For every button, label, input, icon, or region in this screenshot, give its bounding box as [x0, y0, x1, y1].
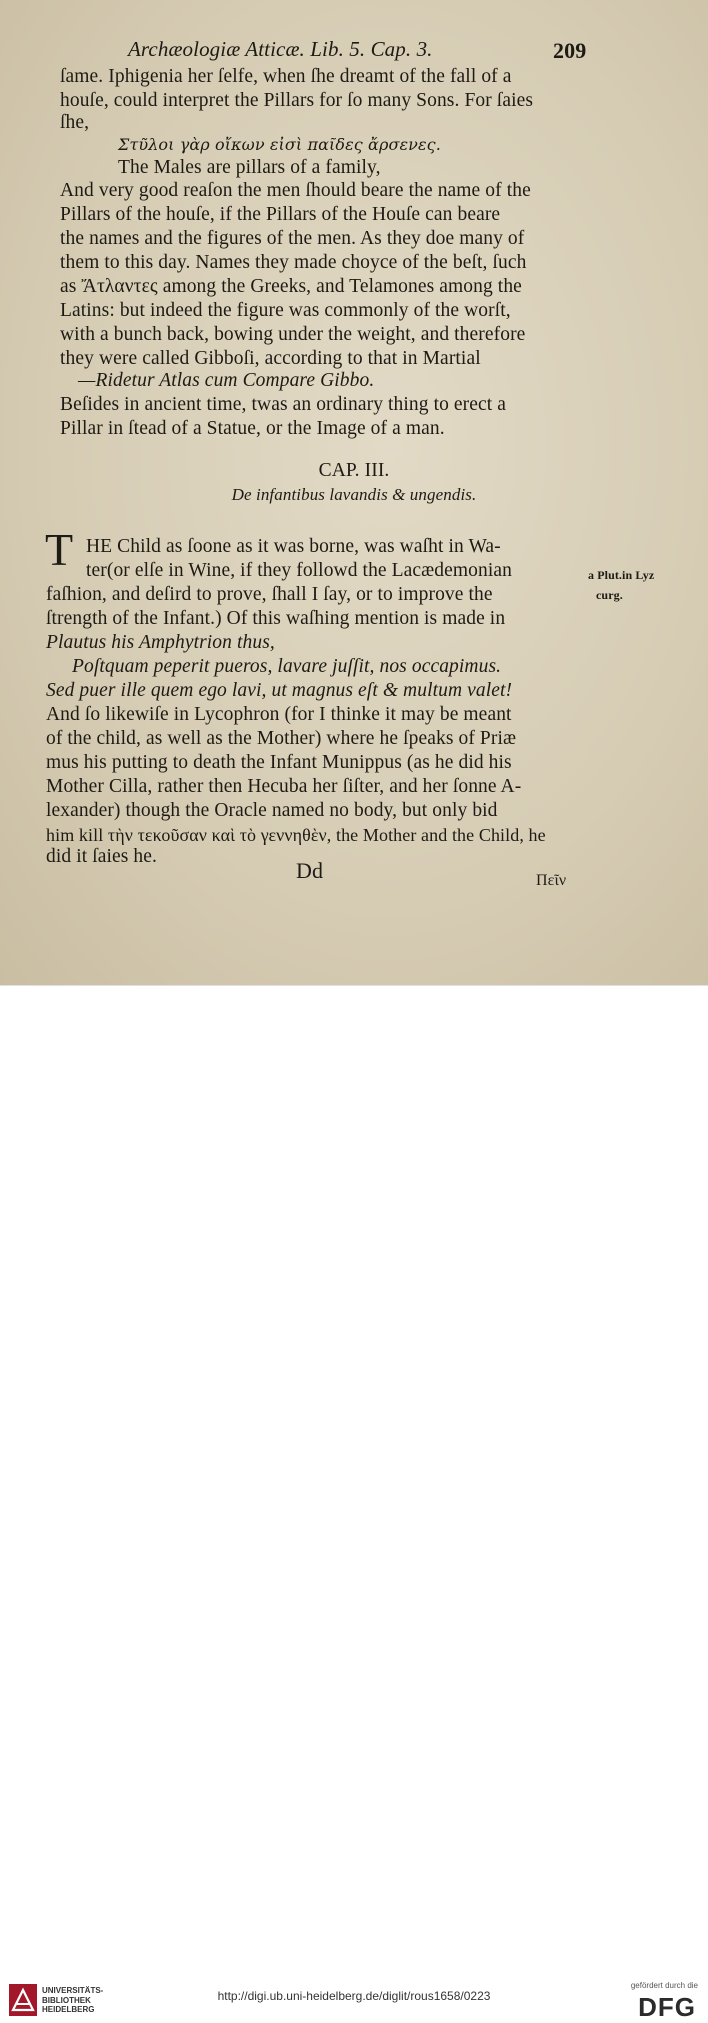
text-line: HE Child as ſoone as it was borne, was waſht in Wa-: [86, 536, 501, 557]
scanned-page: [0, 0, 708, 985]
text-line: ſhe,: [60, 112, 90, 133]
text-line: faſhion, and deſird to prove, ſhall I ſay, or to improve the: [46, 584, 493, 605]
permalink-url[interactable]: http://digi.ub.uni-heidelberg.de/diglit/rous1658/0223: [217, 1989, 491, 2003]
text-line: houſe, could interpret the Pillars for ſo many Sons. For ſaies: [60, 90, 534, 111]
text-line: ſame. Iphigenia her ſelfe, when ſhe dreamt of the fall of a: [60, 66, 512, 87]
viewer-footer: [0, 985, 708, 2022]
text-line: Mother Cilla, rather then Hecuba her ſiſter, and her ſonne A-: [46, 776, 522, 797]
latin-quote: Poſtquam peperit pueros, lavare juſſit, nos occapimus.: [72, 656, 502, 677]
text-line: Beſides in ancient time, twas an ordinary thing to erect a: [60, 394, 507, 415]
margin-note: curg.: [596, 588, 623, 602]
funding-note: gefördert durch die: [630, 1981, 698, 1990]
text-line: him kill τὴν τεκοῦσαν καὶ τὸ γεννηθὲν, the Mother and the Child, he: [46, 825, 546, 845]
text-line: Plautus his Amphytrion thus,: [46, 632, 275, 653]
text-line: of the child, as well as the Mother) where he ſpeaks of Priæ: [46, 728, 517, 749]
text-line: they were called Gibboſi, according to that in Martial: [60, 348, 481, 369]
text-line: And very good reaſon the men ſhould beare the name of the: [60, 180, 531, 201]
drop-capital: T: [45, 524, 74, 575]
text-line: Pillars of the houſe, if the Pillars of the Houſe can beare: [60, 204, 501, 225]
chapter-subtitle: De infantibus lavandis & ungendis.: [231, 485, 477, 504]
greek-quote: Στῦλοι γὰρ οἴκων εἰσὶ παῖδες ἄρσενες.: [118, 135, 441, 154]
page-text: [0, 0, 708, 985]
text-line: with a bunch back, bowing under the weight, and therefore: [60, 324, 526, 345]
dfg-logo: DFG: [638, 1992, 696, 2022]
text-line: ſtrength of the Infant.) Of this waſhing mention is made in: [46, 608, 506, 629]
text-line: lexander) though the Oracle named no body, but only bid: [46, 800, 498, 821]
latin-quote: —Ridetur Atlas cum Compare Gibbo.: [78, 370, 375, 391]
running-header: Archæologiæ Atticæ. Lib. 5. Cap. 3.: [128, 37, 433, 61]
signature-mark: Dd: [296, 858, 324, 883]
text-line: did it ſaies he.: [46, 846, 157, 867]
margin-note: a Plut.in Lyz: [588, 568, 655, 582]
text-line: Pillar in ſtead of a Statue, or the Image of a man.: [60, 418, 445, 439]
text-line: as Ἄτλαντες among the Greeks, and Telamones among the: [60, 276, 522, 297]
text-line: And ſo likewiſe in Lycophron (for I thinke it may be meant: [46, 704, 512, 725]
institution-name: UNIVERSITÄTS- BIBLIOTHEK HEIDELBERG: [42, 1986, 104, 2014]
text-line: them to this day. Names they made choyce of the beſt, ſuch: [60, 252, 527, 273]
chapter-title: CAP. III.: [318, 460, 390, 481]
text-line: mus his putting to death the Infant Munippus (as he did his: [46, 752, 512, 773]
text-line: the names and the figures of the men. As they doe many of: [60, 228, 525, 249]
text-line: The Males are pillars of a family,: [118, 157, 381, 178]
text-line: Latins: but indeed the figure was commonly of the worſt,: [60, 300, 511, 321]
catchword: Πεῖν: [536, 872, 567, 889]
text-line: ter(or elſe in Wine, if they followd the Lacædemonian: [86, 560, 512, 581]
latin-quote: Sed puer ille quem ego lavi, ut magnus eſt & multum valet!: [46, 680, 513, 701]
page-number: 209: [553, 38, 587, 63]
